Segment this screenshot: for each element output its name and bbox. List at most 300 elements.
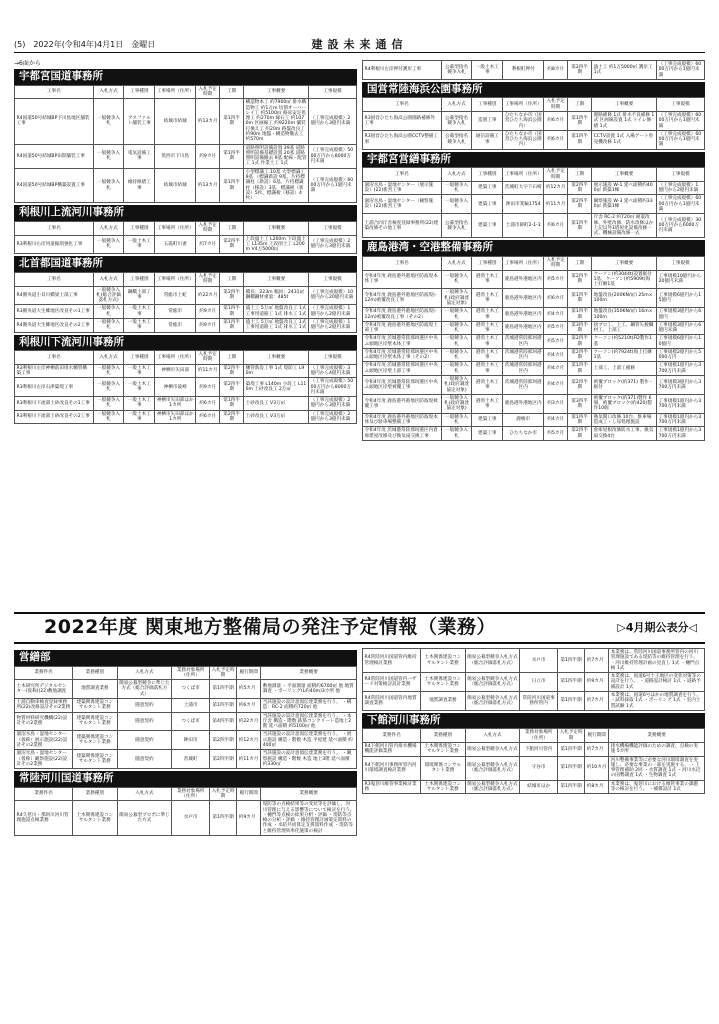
column-header: 工事種別: [124, 351, 155, 365]
table-cell: 第2四半期: [568, 376, 592, 395]
table-row: [363, 195, 705, 214]
table-cell: 地質調査業務: [421, 691, 465, 710]
table-cell: 一般土木工事: [124, 364, 155, 378]
column-header: 工期: [220, 85, 244, 99]
table-cell: 常総市: [155, 305, 196, 319]
table-cell: 一般競争入札: [441, 348, 472, 362]
table-row: [15, 699, 357, 713]
table-row: [15, 168, 357, 203]
table-cell: 環境関係コンサルタント業務: [421, 756, 465, 780]
table-cell: 土木研究所デジタルセンター(仮称)(22)敷地調査: [15, 680, 73, 699]
table-cell: 鹿島港外港地区内: [503, 321, 544, 335]
column-header: 工事場所（住所）: [155, 351, 196, 365]
column-header: 履行期間: [237, 787, 261, 801]
table-cell: 地質調査業務: [73, 680, 117, 699]
table-cell: 小型標識工 10基 大型標識工 9基 （標識新設 9基、片持標識柱（新設）6基、片持標識柱（移設）3基、標識板（新設）5枚、標識板（移設）4枚）: [244, 168, 309, 203]
table-cell: 神栖市矢田部: [155, 364, 196, 378]
table-cell: 工事規模1億円から3700万円未満: [657, 362, 705, 376]
table-cell: 地盤改良(350KN/㎡) 16m×100m: [592, 308, 657, 322]
table-cell: 盛土工 約1万5000㎥ 護岸工 1式: [592, 61, 657, 80]
table-cell: 令和4年度 茨城港常陸那珂港区中央ふ頭地区岸壁上部工事: [363, 362, 442, 376]
table-cell: R4常陸河川国道管内維持管理検討業務: [363, 649, 421, 673]
table-cell: 第2四半期: [220, 378, 244, 397]
table-cell: 一般競争入札: [93, 144, 124, 168]
column-header: 工事場所（住所）: [155, 222, 196, 236]
table-cell: 一般競争入札: [441, 308, 472, 322]
paper-name: 建設未来通信: [311, 38, 408, 51]
table-cell: 約11カ月: [544, 195, 568, 214]
table-cell: 随意契約: [117, 731, 172, 750]
table-cell: 通信設備工事: [472, 130, 503, 149]
table-row: [15, 397, 357, 411]
table-cell: 港湾土木工事: [472, 376, 503, 395]
table-header-row: [363, 98, 705, 112]
table-cell: R4常陸河川国道管内地質調査業務: [363, 691, 421, 710]
table-cell: 約22カ月: [196, 286, 220, 305]
table-header-row: [15, 787, 357, 801]
table-cell: 鋼橋上部工事: [124, 286, 155, 305]
table-row: [363, 335, 705, 349]
column-header: 工事概要: [244, 85, 309, 99]
column-header: 工期: [220, 273, 244, 287]
table-cell: つくば市: [172, 680, 210, 699]
table-cell: 一般競争入札: [441, 321, 472, 335]
table-cell: 港湾土木工事: [472, 335, 503, 349]
table-cell: 第2四半期: [220, 286, 244, 305]
table-cell: 工事規模1億円から3700万円未満: [657, 394, 705, 413]
table-cell: 五霞町川妻: [155, 235, 196, 254]
table-cell: 第1四半期: [209, 680, 236, 699]
table-cell: 土木関係建設コンサルタント業務: [421, 649, 465, 673]
table-cell: 港湾土木工事: [472, 394, 503, 413]
table-cell: 第2四半期: [568, 427, 592, 441]
table-cell: 造園工事: [472, 112, 503, 131]
table-cell: 倉庫屋根改修防水工事、換気扇交換4台: [592, 427, 657, 441]
table-cell: 建築工事: [472, 214, 503, 238]
table-cell: 簡易公募型競争に準じた方式（総合評価落札方式）: [117, 680, 172, 699]
table-row: [363, 289, 705, 308]
table-cell: 第1四半期: [568, 214, 592, 238]
column-header: 入札予定時期: [196, 85, 220, 99]
table-cell: 令和4年度 茨城港常陸那珂港区内倉庫建屋改修及び換気扇交換工事: [363, 427, 442, 441]
table-cell: 一般土木工事: [472, 61, 503, 80]
table-cell: 一般競争入札: [441, 413, 472, 427]
table-cell: 簡易公募型競争入札方式: [465, 742, 520, 756]
table-cell: 約12カ月: [544, 181, 568, 195]
table-cell: 一般競争入札(総合評価落札方式): [93, 286, 124, 305]
table-cell: 盛土工 5万㎥ 地盤改良工 1式 工事用道路工 1式 排水工 1式: [244, 318, 309, 332]
column-header: 入札方式: [441, 168, 472, 182]
table-cell: 一般競争入札: [441, 181, 472, 195]
masthead-rule: [14, 52, 705, 53]
table-cell: ケーソン(約7924t)海上打継1基: [592, 348, 657, 362]
table-cell: 約9カ月: [196, 318, 220, 332]
banner-tag: ▷4月期公表分◁: [617, 621, 697, 634]
table-cell: 鹿島港外港地区内: [503, 270, 544, 289]
continued-note: →6面から: [14, 60, 41, 67]
table-cell: 公募型指名競争入札: [441, 61, 472, 80]
construction-table: [362, 256, 705, 441]
table-cell: 約5カ月: [544, 427, 568, 441]
table-cell: 約4カ月: [544, 413, 568, 427]
table-cell: 公募型指名競争入札: [441, 214, 472, 238]
table-cell: 約5カ月: [237, 680, 261, 699]
column-header: 工事規模: [309, 85, 357, 99]
table-cell: 約9カ月: [196, 305, 220, 319]
table-cell: 本業務は、国道6号十王地区の変状対策等の設計を行う。 ・道路設計検討 1式 ・道路予備設計 1式: [609, 673, 705, 692]
table-cell: 建築工事: [472, 427, 503, 441]
table-cell: 約5カ月: [544, 335, 568, 349]
table-row: [363, 270, 705, 289]
table-cell: 筑西市下川島: [155, 144, 196, 168]
table-cell: 約4カ月: [544, 376, 568, 395]
table-row: [363, 348, 705, 362]
column-header: 入札予定時期: [557, 729, 584, 743]
table-cell: 第2四半期: [568, 335, 592, 349]
table-cell: 土木関係建設コンサルタント業務: [73, 801, 117, 836]
table-row: [15, 286, 357, 305]
column-header: 工事概要: [244, 222, 309, 236]
table-cell: 工事規模1億円から3700万円未満: [657, 427, 705, 441]
table-cell: R4圏央道大生郷地区改良その2工事: [15, 318, 94, 332]
table-cell: 神栖市波崎: [155, 378, 196, 397]
construction-table: [14, 350, 357, 424]
table-cell: 令和4年度 鹿島港外港地区防波堤被覆工事: [363, 394, 442, 413]
table-cell: 一般競争入札: [441, 427, 472, 441]
table-cell: CCTV設置 1式 入場ゲート券売機改修 1式: [592, 130, 657, 149]
table-cell: 約7カ月: [585, 742, 609, 756]
table-row: [15, 318, 357, 332]
column-header: 工事規模: [657, 98, 705, 112]
table-cell: R4圏央道小貝川橋梁上部工事: [15, 286, 94, 305]
table-cell: 当該施設の設計意図伝達業務を行う。 ・構造：RC-2 面積約720㎡ 他: [261, 699, 357, 713]
column-header: 入札予定時期: [544, 168, 568, 182]
construction-table: [362, 60, 705, 80]
table-row: [15, 712, 357, 731]
table-cell: （工事完成規模）1億円から2億円未満: [657, 181, 705, 195]
table-cell: 港湾土木工事: [472, 321, 503, 335]
table-cell: 第1四半期: [557, 780, 584, 794]
column-header: 入札方式: [93, 351, 124, 365]
table-cell: （工事完成規模）6000万円から1億円未満: [657, 195, 705, 214]
table-cell: 結城市ほか: [520, 780, 558, 794]
table-cell: 利根町押付: [503, 61, 544, 80]
table-cell: ケーソン(約3044t)設置据付1基、ケーソン(約5909t)海上打継1基: [592, 270, 657, 289]
table-cell: 随意契約: [117, 750, 172, 769]
table-cell: 約9カ月: [237, 801, 261, 836]
table-cell: 第1四半期: [220, 397, 244, 411]
table-cell: 構造物本工 約7900㎡ 排水構造物工 約1万m 切削オーバーレイ工 約5100㎡ 路床安定処理工 約270m 縁石工 約1070m 区画線工 約9220m 舗装打換え工 約20m 路盤改良工 約90m 地盤・構造物撤去工 約570m: [244, 99, 309, 144]
table-cell: 簡易公募型競争入札方式（総合評価落札方式）: [465, 649, 520, 673]
table-cell: R4国道50号結城BP下川島地区舗装工事: [15, 99, 94, 144]
table-cell: （工事完成規模）2億円から3億円未満: [309, 410, 357, 424]
table-cell: 第1四半期: [568, 413, 592, 427]
column-header: 入札予定時期: [544, 98, 568, 112]
column-header: 業務概要: [261, 787, 357, 801]
table-cell: 茨城町: [172, 750, 210, 769]
table-cell: 約10カ月: [585, 756, 609, 780]
table-cell: 一般土木工事: [124, 397, 155, 411]
right-construction-column: [362, 60, 705, 441]
table-cell: （工事完成規模）3000万円から6000万円未満: [657, 214, 705, 238]
table-cell: 令和4年度 鹿島港外港地区防波堤(-12m)被覆改良工事（その2）: [363, 308, 442, 322]
table-cell: 工事規模3億円から6億円: [657, 308, 705, 322]
table-cell: 港湾土木工事: [472, 348, 503, 362]
table-cell: 展示施設 W-1 延べ面積約400㎡ 新築1棟: [592, 181, 657, 195]
table-cell: 約13カ月: [196, 99, 220, 144]
table-cell: 橋長：223m 幅員：2431㎡ 鋼橋鋼材重量：485t: [244, 286, 309, 305]
table-cell: R3利根川下流部土砂改良その2工事: [15, 410, 94, 424]
table-row: [363, 756, 705, 780]
column-header: 工事名: [15, 85, 94, 99]
table-cell: 第1四半期: [568, 362, 592, 376]
table-cell: 常総市: [155, 318, 196, 332]
table-cell: 捨ブロ工、上工、鋼管矢板鋼材工、上部工: [592, 321, 657, 335]
table-cell: 約4カ月: [544, 348, 568, 362]
table-cell: 約6カ月: [544, 112, 568, 131]
table-cell: 工事規模3億円から3700万円未満: [657, 376, 705, 395]
table-cell: 結城市結城: [155, 99, 196, 144]
table-cell: 港湾土木工事: [472, 270, 503, 289]
table-cell: 約5カ月: [544, 270, 568, 289]
column-header: 工事名: [363, 168, 442, 182]
table-cell: R4利根川左岸押付護岸工事: [363, 61, 442, 80]
column-header: 工事名: [363, 98, 442, 112]
table-cell: 第1四半期: [568, 112, 592, 131]
services-table: [14, 666, 357, 770]
table-cell: 物質材料研究機構(22)設計その2業務: [15, 712, 73, 731]
table-cell: 第1四半期: [557, 649, 584, 673]
table-cell: 一般競争入札: [93, 99, 124, 144]
table-cell: 土砂改良工 V3万㎥: [244, 410, 309, 424]
table-row: [15, 235, 357, 254]
table-cell: R3利根川左岸石津築堤工事: [15, 378, 94, 397]
left-construction-column: [14, 60, 357, 424]
table-cell: 第1四半期: [557, 742, 584, 756]
table-cell: R3国営ひたち海浜公園園路補修外工事: [363, 112, 442, 131]
table-cell: 一般土木工事: [124, 318, 155, 332]
table-header-row: [15, 666, 357, 680]
left-services-column: [14, 648, 357, 836]
table-cell: 被覆ブロック(約371) 製作・据付: [592, 376, 657, 395]
table-cell: 茨城港常陸那珂港区内: [503, 376, 544, 395]
construction-table: [14, 272, 357, 333]
column-header: 入札方式: [465, 729, 520, 743]
table-cell: 涸沼水鳥・湿地センター（仮称）展示施設(22)設計その2業務: [15, 731, 73, 750]
table-cell: 建築工事: [472, 181, 503, 195]
table-cell: 土浦市: [172, 699, 210, 713]
table-cell: R4国道50号結城BP構築設置工事: [15, 168, 94, 203]
table-cell: 約7カ月: [196, 235, 220, 254]
column-header: 工事種別: [472, 256, 503, 270]
table-cell: 一般競争入札: [441, 195, 472, 214]
column-header: 業務概要: [261, 666, 357, 680]
column-header: 入札方式: [117, 787, 172, 801]
office-tone-upper: 利根川上流河川事務所: [14, 205, 357, 221]
table-cell: 本業務は、国道6号ほかの地質調査を行う。 ・試料採取 1式 ・ボーリング 1式 ・室内土質試験 1式: [609, 691, 705, 710]
column-header: 入札予定時期: [196, 351, 220, 365]
table-cell: 盛土工 5万㎥ 地盤改良工 1式 工事用道路工 1式 排水工 1式: [244, 305, 309, 319]
table-header-row: [363, 256, 705, 270]
column-header: 工事規模: [309, 222, 357, 236]
table-cell: 土浦市卸町2-1-3: [503, 214, 544, 238]
table-cell: 約22カ月: [237, 712, 261, 731]
table-cell: （工事完成規模）1億円から2億円未満: [309, 318, 357, 332]
table-cell: 一般競争入札(政府調達協定対象): [441, 376, 472, 395]
table-cell: 第1四半期: [220, 99, 244, 144]
column-header: 業務対象場所（住所）: [172, 666, 210, 680]
table-cell: 第2四半期: [220, 410, 244, 424]
table-cell: 地盤改良(200KN/㎡) 25m×100m: [592, 289, 657, 308]
table-cell: 港湾土木工事: [472, 289, 503, 308]
table-cell: 第3四半期: [568, 394, 592, 413]
column-header: 業務種別: [73, 666, 117, 680]
table-row: [363, 130, 705, 149]
column-header: 工事規模: [657, 168, 705, 182]
column-header: 工事規模: [657, 256, 705, 270]
table-cell: 工事規模2億円から5000万円: [657, 348, 705, 362]
column-header: 入札方式: [117, 666, 172, 680]
construction-table: [362, 97, 705, 149]
column-header: 工事種別: [124, 222, 155, 236]
table-cell: 一般土木工事: [124, 378, 155, 397]
table-cell: 約6カ月: [544, 130, 568, 149]
column-header: 工事場所（住所）: [503, 168, 544, 182]
table-cell: 工事規模6億円から10億円: [657, 335, 705, 349]
table-cell: 一般競争入札: [93, 364, 124, 378]
table-cell: 土浦自動車検査登録事務所(22)改修設計その2業務: [15, 699, 73, 713]
table-cell: 第1四半期: [568, 308, 592, 322]
table-header-row: [15, 273, 357, 287]
column-header: 工期: [220, 351, 244, 365]
table-cell: 建築関係建設コンサルタント業務: [73, 731, 117, 750]
table-cell: 常陸河川国道事務所管内: [520, 691, 558, 710]
table-row: [15, 801, 357, 836]
table-cell: R3圏央道大生郷地区改良その1工事: [15, 305, 94, 319]
table-cell: 一般競争入札: [93, 378, 124, 397]
table-cell: （工事完成規模）2億円から3億円未満: [309, 397, 357, 411]
table-cell: 約6カ月: [544, 214, 568, 238]
table-cell: R4下館河川事務所管内河川環境調査検討業務: [363, 756, 421, 780]
table-row: [363, 308, 705, 322]
table-cell: 第2四半期: [568, 270, 592, 289]
table-cell: 約11カ月: [237, 750, 261, 769]
column-header: 履行期間: [585, 729, 609, 743]
table-cell: R4久慈川・那珂川河川管理施設点検業務: [15, 801, 73, 836]
table-cell: 一般競争入札: [441, 362, 472, 376]
table-cell: 令和4年度 鹿島港外港地区防波堤本体工事: [363, 270, 442, 289]
table-cell: 第1四半期: [209, 801, 236, 836]
column-header: 工期: [568, 256, 592, 270]
table-cell: 約6カ月: [237, 699, 261, 713]
table-cell: 園路補修 1式 排水不良補修 1式 区画線設置 1式 トイレ修繕 1式: [592, 112, 657, 131]
table-cell: 一般競争入札(政府調達協定対象): [441, 394, 472, 413]
table-cell: 第2四半期: [209, 750, 236, 769]
table-cell: 随意契約: [117, 699, 172, 713]
table-cell: 鹿島港外港地区内: [503, 308, 544, 322]
table-header-row: [15, 85, 357, 99]
table-row: [15, 99, 357, 144]
services-table: [362, 648, 705, 711]
table-row: [363, 214, 705, 238]
column-header: 入札方式: [93, 222, 124, 236]
table-cell: 約9カ月: [196, 144, 220, 168]
table-cell: 茨城港常陸那珂港区内: [503, 348, 544, 362]
column-header: 入札予定時期: [196, 273, 220, 287]
table-cell: 約6カ月: [196, 397, 220, 411]
table-row: [15, 305, 357, 319]
table-cell: 簡易公募型プロポに準じた方式: [117, 801, 172, 836]
table-row: [15, 750, 357, 769]
construction-table: [362, 167, 705, 238]
table-cell: 一般競争入札: [441, 335, 472, 349]
table-cell: 電気設備工事: [124, 144, 155, 168]
masthead: [14, 38, 705, 52]
column-header: 業務対象場所（住所）: [172, 787, 210, 801]
services-table: [14, 787, 357, 836]
table-cell: 第1四半期: [557, 691, 584, 710]
table-cell: 約6カ月: [196, 410, 220, 424]
column-header: 履行期間: [237, 666, 261, 680]
right-services-column: [362, 648, 705, 794]
column-header: 工事概要: [244, 351, 309, 365]
table-cell: 第2四半期: [568, 195, 592, 214]
column-header: 入札予定時期: [196, 222, 220, 236]
table-cell: R4下館河川管内排水機場機能評価業務: [363, 742, 421, 756]
table-cell: 港湾土木工事: [472, 362, 503, 376]
table-cell: （工事完成規模）2億円から3億円未満: [309, 99, 357, 144]
column-header: 入札方式: [93, 273, 124, 287]
table-cell: 約11カ月: [196, 364, 220, 378]
table-cell: 令和4年度 鹿島港外港地区防波堤本体及び駐車場整備工事: [363, 413, 442, 427]
table-cell: 観察施設 W-3 延べ面積約330㎡ 新築1棟: [592, 195, 657, 214]
banner-title: 2022年度 関東地方整備局の発注予定情報（業務）: [44, 616, 496, 638]
table-cell: 工事規模6億円から15億円: [657, 289, 705, 308]
table-cell: ひたちなか市（国営ひたち海浜公園内）: [503, 130, 544, 149]
table-header-row: [363, 729, 705, 743]
table-row: [15, 731, 357, 750]
column-header: 工期: [220, 222, 244, 236]
table-cell: 約6カ月: [544, 289, 568, 308]
table-cell: ひたちなか市（国営ひたち海浜公園内）: [503, 112, 544, 131]
table-cell: 一般競争入札(政府調達協定対象): [441, 289, 472, 308]
construction-table: [14, 221, 357, 254]
table-cell: 一般土木工事: [124, 305, 155, 319]
table-cell: 第1四半期: [557, 673, 584, 692]
table-cell: 上段盛土工 L200m 下段盛土工 L135m 上段削土工 L200m V4万5000㎥: [244, 235, 309, 254]
table-cell: 茨城港常陸那珂港区内: [503, 335, 544, 349]
table-cell: アスファルト舗装工事: [124, 99, 155, 144]
column-header: 工事種別: [124, 85, 155, 99]
table-cell: 敷地測量 ・平面測量 面積約6700㎡ 他 地質調査 ・ボーリング(L約40m)3カ所 他: [261, 680, 357, 699]
office-hitachi-river: 常陸河川国道事務所: [14, 771, 357, 787]
table-cell: 簡易公募型競争入札方式（総合評価落札方式）: [465, 756, 520, 780]
table-cell: 換気開口改修 10台、駐車場造成工・し尿処理施設: [592, 413, 657, 427]
table-cell: 令和4年度 鹿島港外港地区防波堤上部工事: [363, 321, 442, 335]
table-cell: 本業務は、鬼怒川における維管事業の課題等の検討を行う。 ・補償設計 1式: [609, 780, 705, 794]
table-cell: 第1四半期: [220, 144, 244, 168]
table-cell: （工事完成規模）2億円から3億円未満: [309, 235, 357, 254]
table-cell: 下館河川管内: [520, 742, 558, 756]
table-cell: 河川整備事業等に必要な河川環境調査を実施し、必要な事業の一部を実施する。 ・工事管理補助 2回 ・水質調査 1式 ・河川水辺の国勢調査 1式 ・生物調査 1式: [609, 756, 705, 780]
table-row: [363, 413, 705, 427]
column-header: 工事名: [15, 351, 94, 365]
table-cell: 一般競争入札: [93, 235, 124, 254]
table-cell: 維持修繕工事: [124, 168, 155, 203]
table-cell: （工事完成規模）6000万円から1億円未満: [657, 61, 705, 80]
column-header: 業務種別: [421, 729, 465, 743]
column-header: 工事概要: [244, 273, 309, 287]
